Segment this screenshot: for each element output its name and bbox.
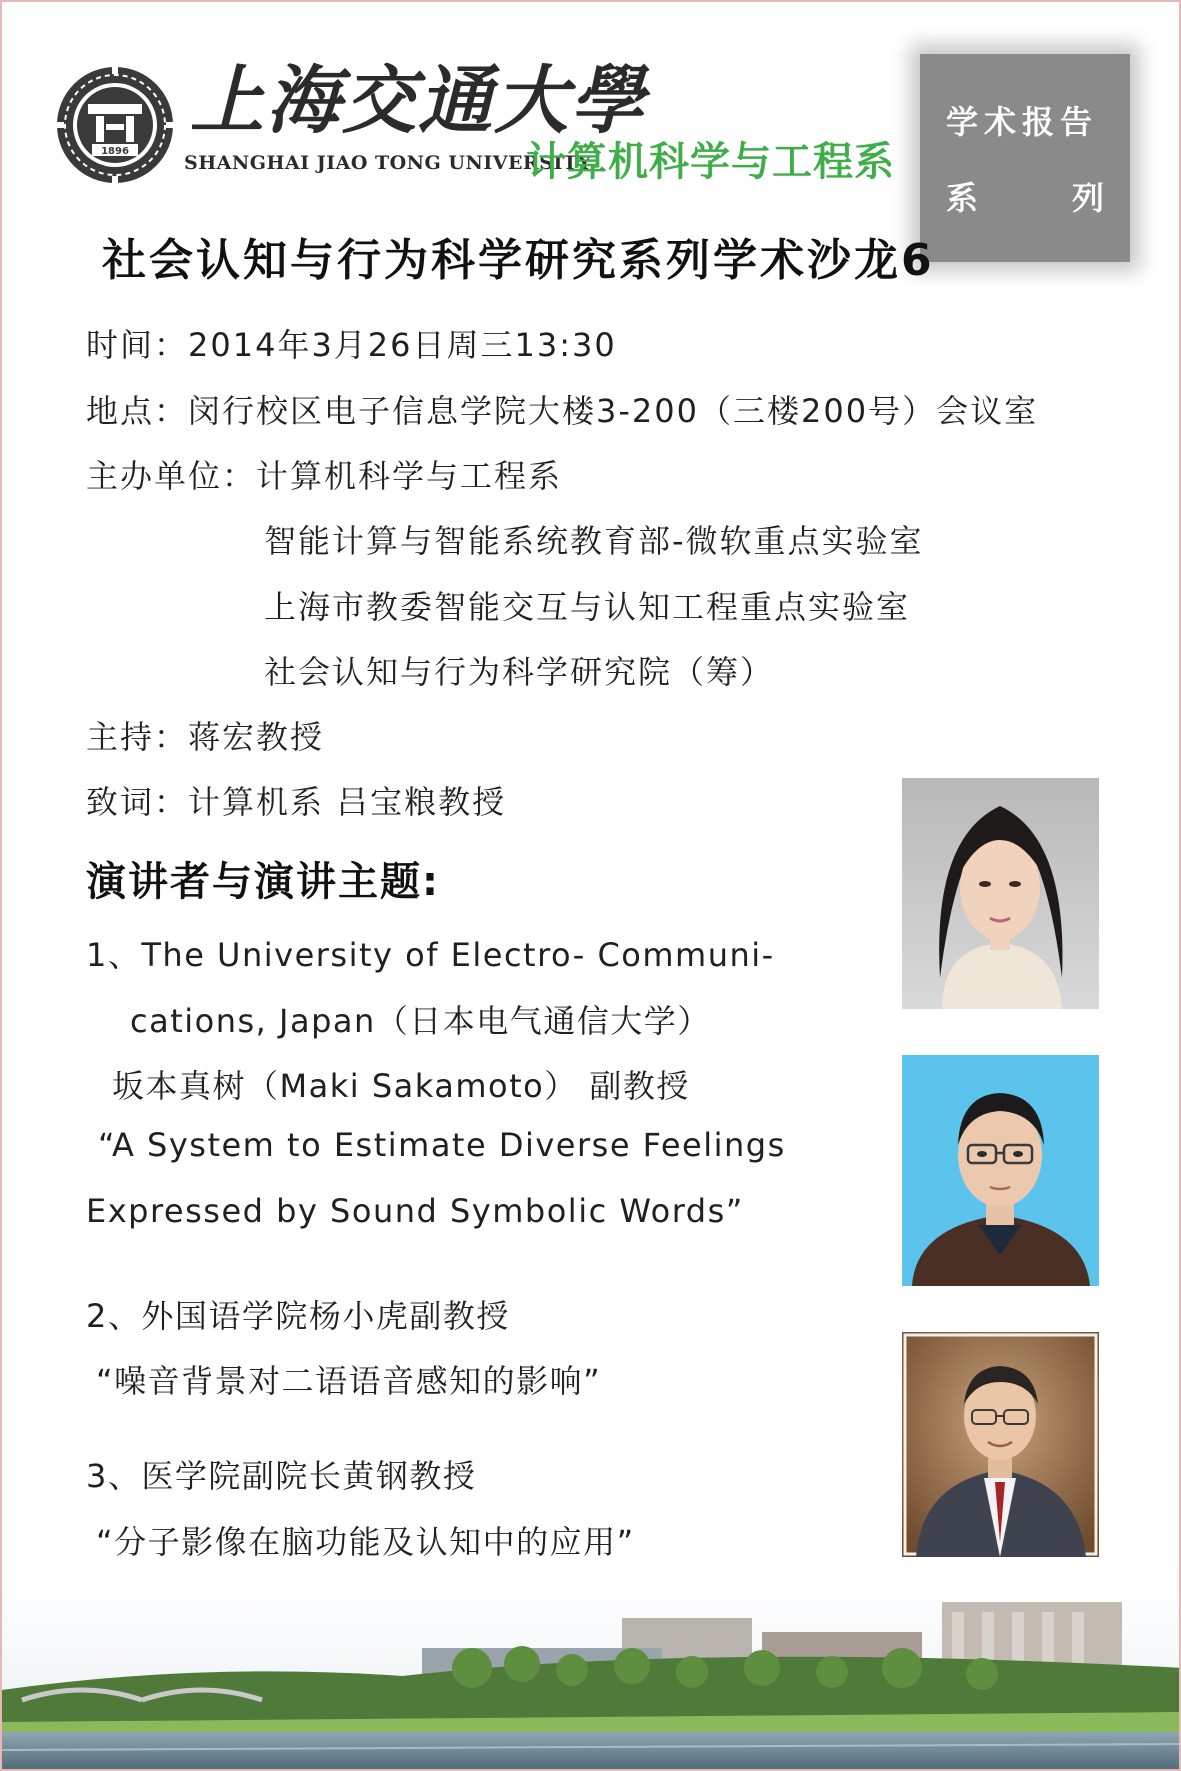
event-title: 社会认知与行为科学研究系列学术沙龙6 [102,235,935,286]
department-name: 计算机科学与工程系 [526,139,895,185]
organizer-line: 上海市教委智能交互与认知工程重点实验室 [264,588,911,626]
event-place: 地点：闵行校区电子信息学院大楼3-200（三楼200号）会议室 [86,392,1039,430]
lecture-series-badge [920,54,1130,262]
series-char-a: 系 [946,179,979,217]
event-time: 时间：2014年3月26日周三13:30 [86,326,617,364]
organizer-line: 智能计算与智能系统教育部-微软重点实验室 [264,522,924,560]
speaker-1-photo [902,778,1099,1009]
university-name-cn: 上海交通大學 [190,58,646,144]
speaker-1-name: 坂本真树（Maki Sakamoto） 副教授 [112,1067,690,1105]
seal-year: 1896 [101,146,129,157]
speakers-heading: 演讲者与演讲主题: [86,859,440,905]
speaker-3-name: 3、医学院副院长黄钢教授 [86,1457,477,1495]
organizer-line: 社会认知与行为科学研究院（筹） [264,653,775,691]
university-name-en: SHANGHAI JIAO TONG UNIVERSITY [184,152,592,174]
university-seal-logo [54,64,176,186]
event-host: 主持：蒋宏教授 [86,718,325,756]
speaker-2-topic: “噪音背景对二语语音感知的影响” [96,1362,602,1400]
speaker-1-topic-cont: Expressed by Sound Symbolic Words” [86,1192,744,1230]
speaker-2-name: 2、外国语学院杨小虎副教授 [86,1297,510,1335]
series-line-2 [946,173,1104,219]
organizer-main: 主办单位：计算机科学与工程系 [86,457,563,495]
speaker-2-photo [902,1055,1099,1286]
speaker-1-topic: “A System to Estimate Diverse Feelings [98,1126,786,1164]
speaker-3-photo [902,1332,1099,1557]
speaker-1-affiliation: 1、The University of Electro- Communi- [86,936,775,974]
campus-panorama-image [2,1572,1181,1771]
speaker-1-affiliation-cont: cations, Japan（日本电气通信大学） [130,1002,711,1040]
opening-address: 致词：计算机系 吕宝粮教授 [86,783,507,821]
speaker-3-topic: “分子影像在脑功能及认知中的应用” [96,1523,635,1561]
series-char-b: 列 [1071,179,1104,217]
series-line-1: 学术报告 [946,103,1099,141]
